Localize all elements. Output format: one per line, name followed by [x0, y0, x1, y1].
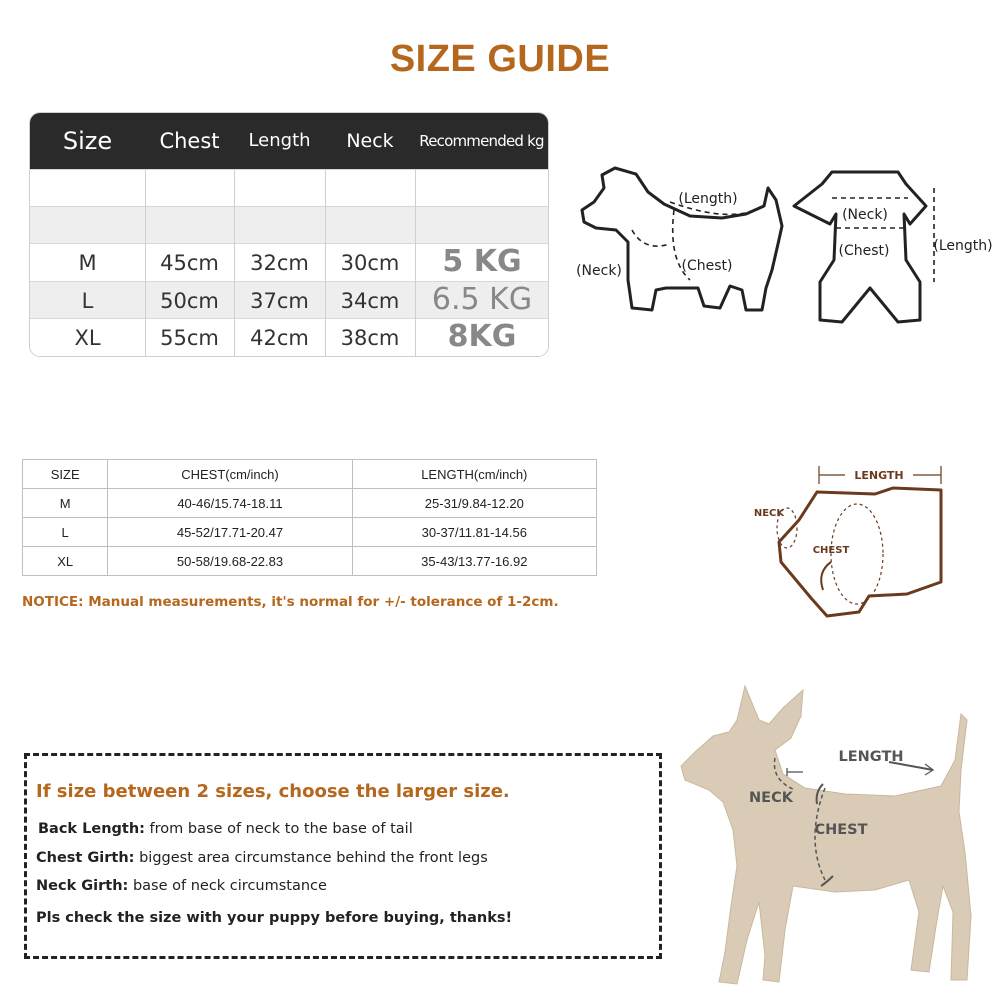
size-table-header — [30, 113, 548, 169]
dog-chest-label: CHEST — [814, 822, 868, 838]
sweater-outline-icon — [779, 488, 941, 616]
cell-chest: 55cm — [160, 326, 219, 350]
shirt-measure-lines — [832, 188, 934, 282]
instructions-heading: If size between 2 sizes, choose the larger size. — [36, 781, 510, 802]
size-table-imperial — [22, 459, 597, 576]
cell-chest: 50cm — [160, 289, 219, 313]
table-row — [30, 243, 548, 281]
tip-closing: Pls check the size with your puppy before buying, thanks! — [36, 910, 513, 926]
sweater-chest-label: CHEST — [812, 545, 850, 556]
tip-neck-text: base of neck circumstance — [128, 878, 327, 894]
tip-chest-girth — [36, 850, 488, 866]
cell-length: 30-37/11.81-14.56 — [352, 518, 596, 547]
column-divider — [145, 169, 146, 356]
header-length: LENGTH(cm/inch) — [352, 460, 596, 489]
table-row-empty — [30, 169, 548, 207]
measurement-diagram-outline — [570, 160, 995, 330]
header-chest: CHEST(cm/inch) — [108, 460, 352, 489]
sweater-neck-label: NECK — [753, 508, 785, 519]
shirt-length-label: (Length) — [933, 238, 993, 254]
table-row — [30, 318, 548, 356]
shirt-neck-label: (Neck) — [842, 207, 888, 223]
column-divider — [415, 169, 416, 356]
tip-chest-label: Chest Girth: — [36, 850, 135, 866]
chihuahua-diagram — [675, 680, 990, 998]
cell-size: L — [23, 518, 108, 547]
dog-outline-icon — [582, 168, 782, 310]
table-row — [30, 281, 548, 319]
tip-back-length-label: Back Length: — [38, 821, 145, 837]
cell-kg: 6.5 KG — [431, 282, 533, 317]
cell-length: 32cm — [250, 251, 309, 275]
dog-chest-label: (Chest) — [681, 258, 733, 274]
tip-neck-label: Neck Girth: — [36, 878, 129, 894]
cell-size: XL — [74, 326, 101, 350]
dog-length-label: LENGTH — [838, 749, 904, 765]
cell-neck: 38cm — [340, 326, 400, 350]
cell-size: XL — [23, 547, 108, 576]
header-size: Size — [62, 127, 113, 155]
sweater-diagram — [745, 462, 950, 622]
column-divider — [234, 169, 235, 356]
tip-back-length-text: from base of neck to the base of tail — [144, 821, 413, 837]
cell-length: 42cm — [250, 326, 309, 350]
dog-length-label: (Length) — [678, 191, 738, 207]
sweater-length-label: LENGTH — [854, 469, 904, 482]
cell-size: M — [78, 251, 97, 275]
page-title: SIZE GUIDE — [389, 38, 611, 80]
cell-kg: 5 KG — [442, 244, 522, 279]
table-row — [23, 547, 597, 576]
cell-neck: 30cm — [340, 251, 400, 275]
dog-neck-label: NECK — [749, 790, 793, 806]
tip-chest-text: biggest area circumstance behind the front legs — [134, 850, 488, 866]
header-chest: Chest — [159, 129, 220, 153]
header-length: Length — [248, 130, 311, 151]
table-header-row — [23, 460, 597, 489]
column-divider — [325, 169, 326, 356]
size-table-metric — [30, 113, 548, 356]
cell-chest: 45-52/17.71-20.47 — [108, 518, 352, 547]
table-row — [23, 489, 597, 518]
tip-neck-girth — [36, 878, 327, 894]
cell-chest: 40-46/15.74-18.11 — [108, 489, 352, 518]
cell-length: 35-43/13.77-16.92 — [352, 547, 596, 576]
table-row-empty — [30, 206, 548, 244]
cell-chest: 45cm — [160, 251, 219, 275]
cell-length: 37cm — [250, 289, 309, 313]
tip-back-length — [38, 821, 413, 837]
header-neck: Neck — [346, 130, 394, 152]
header-size: SIZE — [23, 460, 108, 489]
dog-neck-label: (Neck) — [576, 263, 622, 279]
cell-neck: 34cm — [340, 289, 400, 313]
cell-size: M — [23, 489, 108, 518]
notice-text: NOTICE: Manual measurements, it's normal for +/- tolerance of 1-2cm. — [22, 594, 559, 610]
cell-kg: 8KG — [447, 319, 517, 354]
shirt-chest-label: (Chest) — [838, 243, 890, 259]
header-recommended-kg: Recommended kg — [419, 132, 544, 150]
cell-size: L — [81, 289, 94, 313]
table-row — [23, 518, 597, 547]
cell-chest: 50-58/19.68-22.83 — [108, 547, 352, 576]
cell-length: 25-31/9.84-12.20 — [352, 489, 596, 518]
